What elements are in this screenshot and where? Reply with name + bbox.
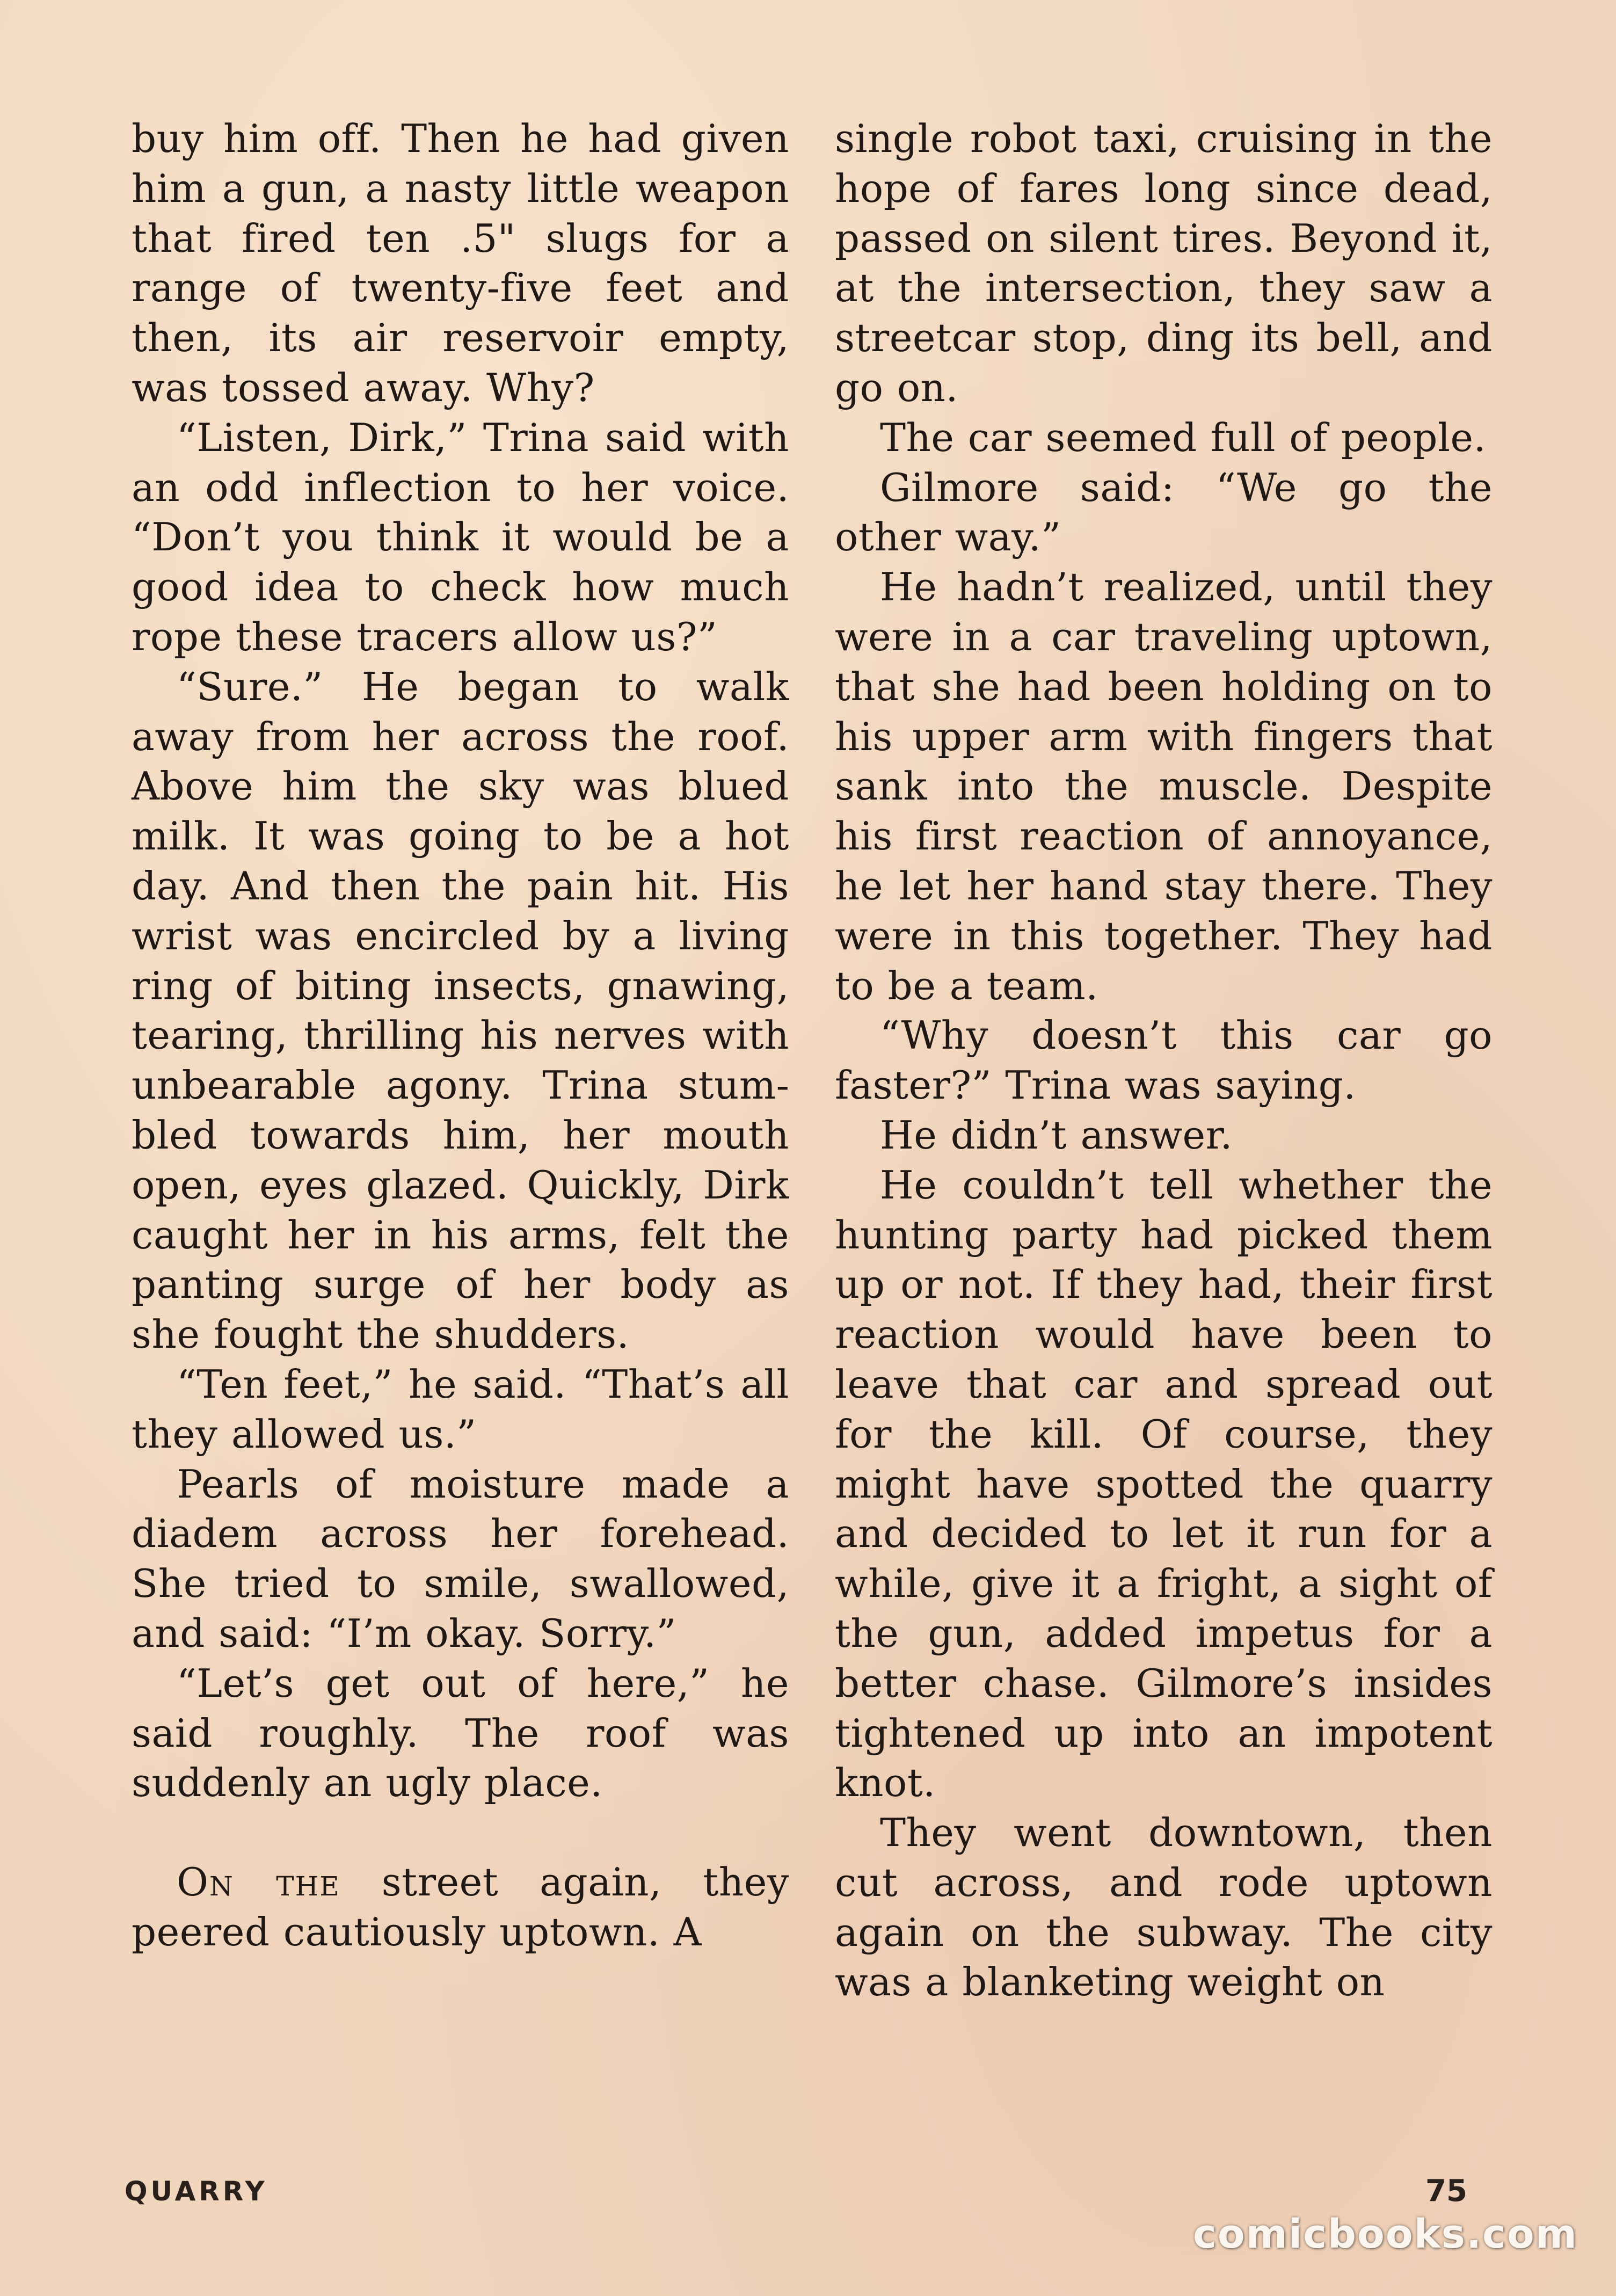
running-footer-title: QUARRY xyxy=(125,2176,268,2207)
paragraph: Gilmore said: “We go the other way.” xyxy=(835,464,1493,560)
paragraph: The car seemed full of people. xyxy=(880,415,1486,460)
paragraph: “Why doesn’t this car go faster?” Trina was saying. xyxy=(835,1013,1493,1108)
paragraph: “Let’s get out of here,” he said roughly. The roof was suddenly an ugly place. xyxy=(132,1660,789,1806)
paragraph: They went downtown, then cut across, and rode uptown again on the subway. The city was a blanketing weight on xyxy=(835,1810,1493,2005)
paragraph: “Sure.” He began to walk away from her across the roof. Above him the sky was blued milk. It was going to be a hot day. And then the pain hit. His wrist was encircled by a living ring of biting insects, gnawing, tearing, thrilling his nerves with unbearable agony. Trina stumbled towards him, her mouth open, eyes glazed. Quickly, Dirk caught her in his arms, felt the panting surge of her body as she fought the shudders. xyxy=(132,664,789,1357)
paragraph: buy him off. Then he had given him a gun, a nasty little weapon that fired ten .5" slugs for a range of twenty-five feet and then, its air reservoir empty, was tossed away. Why? xyxy=(132,116,789,410)
right-column xyxy=(835,114,1493,2007)
paragraph: “Listen, Dirk,” Trina said with an odd inflection to her voice. “Don’t you think it would be a good idea to check how much rope these tracers allow us?” xyxy=(132,415,789,659)
section-opening-text: street again, they peered cautiously uptown. A xyxy=(132,1859,789,1954)
section-lead-in: On the xyxy=(177,1859,340,1905)
paragraph: single robot taxi, cruising in the hope of fares long since dead, passed on silent tires. Beyond it, at the intersection, they saw a streetcar stop, ding its bell, and go on. xyxy=(835,116,1493,410)
paragraph: “Ten feet,” he said. “That’s all they allowed us.” xyxy=(132,1361,789,1457)
watermark: comicbooks.com xyxy=(1193,2211,1578,2257)
left-column xyxy=(132,114,789,1957)
page-number: 75 xyxy=(1425,2174,1467,2208)
paragraph: He hadn’t realized, until they were in a car traveling uptown, that she had been holding on to his upper arm with fingers that sank into the muscle. Despite his first reaction of annoyance, he let her hand stay there. They were in this together. They had to be a team. xyxy=(835,564,1493,1008)
paragraph: Pearls of moisture made a diadem across her forehead. She tried to smile, swallowed, and said: “I’m okay. Sorry.” xyxy=(132,1461,789,1656)
paragraph: He couldn’t tell whether the hunting party had picked them up or not. If they had, their first reaction would have been to leave that car and spread out for the kill. Of course, they might have spotted the quarry and decided to let it run for a while, give it a fright, a sight of the gun, added impetus for a better chase. Gilmore’s insides tightened up into an impotent knot. xyxy=(835,1162,1493,1806)
paragraph: He didn’t answer. xyxy=(880,1112,1233,1158)
section-opening-paragraph xyxy=(132,1857,789,1957)
